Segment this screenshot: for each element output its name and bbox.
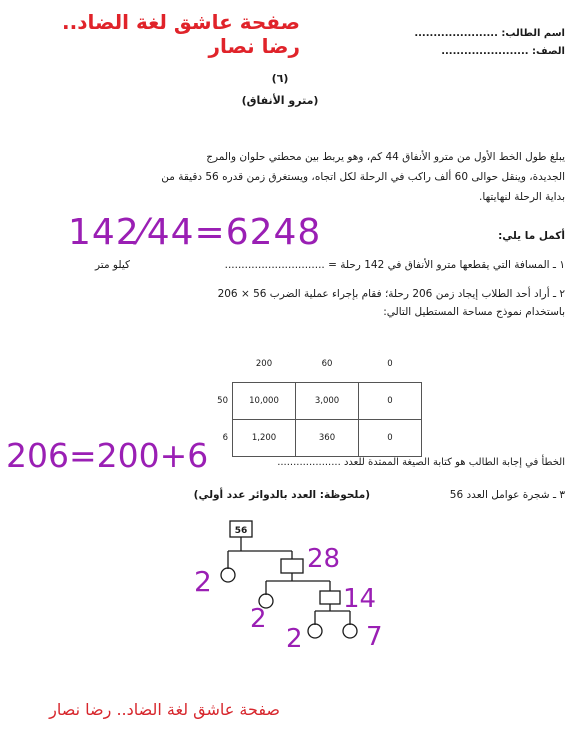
tree-root-number: 56 (234, 526, 248, 536)
area-model (205, 346, 422, 457)
handwritten-tree-label: 14 (343, 584, 377, 614)
passage (60, 148, 565, 208)
lesson-title: (مترو الأنفاق) (241, 94, 319, 107)
handwritten-tree-label: 28 (307, 544, 341, 574)
area-row-factor: 50 (217, 395, 228, 406)
lesson-number: (٦) (271, 72, 289, 85)
handwritten-tree-label: 2 (250, 604, 267, 634)
passage-line: الجديدة، وينقل حوالى 60 ألف راكب في الرحلة لكل اتجاه، ويستغرق زمن قدره 56 دقيقة من (161, 170, 565, 183)
question-1-unit: كيلو متر (95, 259, 130, 271)
handwritten-equation-2: 206=200+6 (6, 436, 209, 475)
handwritten-equation-1: 142⁄44=6248 (68, 212, 322, 253)
area-row-factor: 6 (222, 432, 228, 443)
area-cell: 0 (359, 419, 422, 456)
passage-line: بداية الرحلة لنهايتها. (479, 190, 565, 203)
area-cell: 1,200 (233, 419, 296, 456)
factor-tree (180, 515, 410, 665)
area-cell: 0 (359, 382, 422, 419)
question-1: ١ ـ المسافة التي يقطعها مترو الأنفاق في 142 رحلة = .............................. (224, 259, 565, 271)
tree-prime-circle (308, 624, 322, 638)
question-2-line-2: باستخدام نموذج مساحة المستطيل التالي: (383, 306, 565, 318)
handwritten-tree-label: 2 (286, 624, 303, 654)
error-statement: الخطأ في إجابة الطالب هو كتابة الصيغة الممتدة للعدد .................... (277, 457, 565, 468)
area-cell: 10,000 (233, 382, 296, 419)
tree-prime-circle (221, 568, 235, 582)
passage-line: يبلغ طول الخط الأول من مترو الأنفاق 44 كم، وهو يربط بين محطتي حلوان والمرج (206, 151, 565, 163)
tree-prime-circle (343, 624, 357, 638)
question-3-note: (ملحوظة: العدد بالدوائر عدد أولي) (193, 489, 370, 501)
area-col-header: 0 (387, 358, 393, 369)
class-field: الصف: ....................... (441, 46, 565, 57)
tree-composite-box (281, 559, 303, 573)
page-footer-title: صفحة عاشق لغة الضاد.. رضا نصار (49, 700, 280, 719)
tree-composite-box (320, 591, 340, 604)
question-2-line-1: ٢ ـ أراد أحد الطلاب إيجاد زمن 206 رحلة؛ فقام بإجراء عملية الضرب 56 × 206 (217, 288, 565, 300)
student-name-field: اسم الطالب: ...................... (414, 28, 565, 39)
area-cell: 3,000 (296, 382, 359, 419)
question-3: ٣ ـ شجرة عوامل العدد 56 (449, 489, 565, 501)
area-col-header: 200 (255, 358, 273, 369)
page-header-title: صفحة عاشق لغة الضاد.. رضا نصار (62, 10, 300, 58)
handwritten-tree-label: 2 (194, 565, 212, 598)
area-col-header: 60 (321, 358, 333, 369)
instruction: أكمل ما يلي: (498, 230, 565, 242)
area-cell: 360 (296, 419, 359, 456)
handwritten-tree-label: 7 (366, 622, 383, 652)
